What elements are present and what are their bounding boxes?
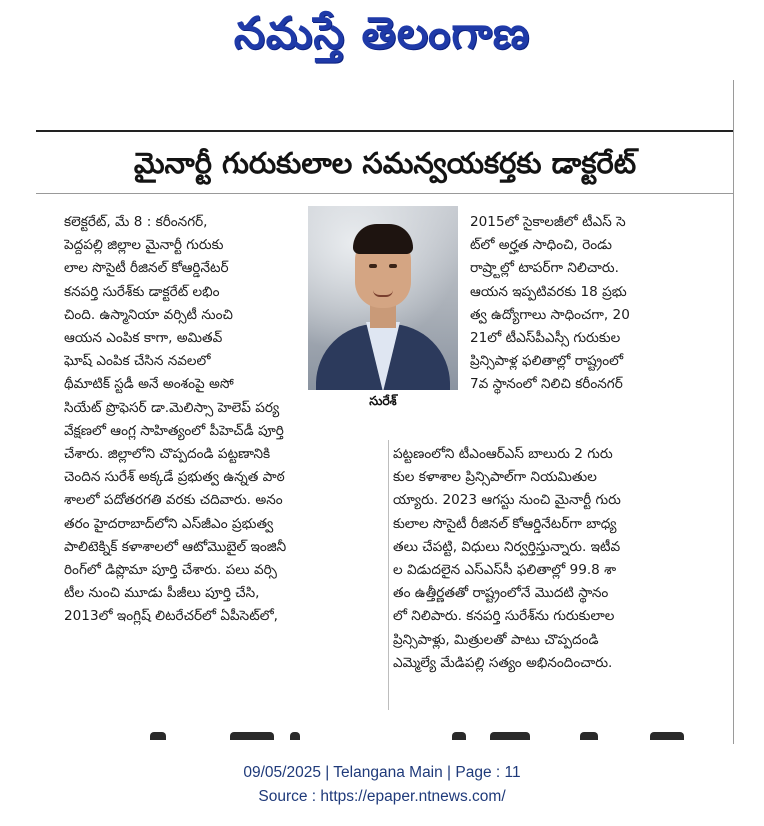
- text-line: రాష్ర్టాల్లో టాపర్‌గా నిలిచారు.: [470, 260, 619, 277]
- text-line: లాల సొసైటీ రీజినల్ కోఆర్డినేటర్: [64, 260, 229, 277]
- text-line: థీమాటిక్ స్టడీ అనే అంశంపై అసో: [64, 376, 234, 393]
- text-line: 2013లో ఇంగ్లిష్ లిటరేచర్‌లో ఏపీసెట్‌లో,: [64, 608, 278, 625]
- text-line: కలెక్టరేట్, మే 8 : కరీంనగర్,: [64, 214, 208, 230]
- text-line: 21లో టీఎస్‌పీఎస్సీ గురుకుల: [470, 329, 621, 346]
- text-line: 2015లో సైకాలజీలో టీఎస్ సె: [470, 214, 626, 230]
- next-article-fragment: [40, 724, 730, 740]
- text-line: టీల నుంచి మూడు పీజీలు పూర్తి చేసి,: [64, 585, 260, 602]
- text-line: 7వ స్థానంలో నిలిచి కరీంనగర్: [470, 376, 623, 393]
- headline-top-rule: [36, 130, 734, 132]
- column-divider: [388, 440, 389, 710]
- text-line: కుల కళాశాల ప్రిన్సిపాల్‌గా నియమితుల: [393, 469, 597, 486]
- text-line: రింగ్‌లో డిప్లొమా పూర్తి చేశారు. పలు వర్సి: [64, 561, 277, 578]
- text-line: ప్రిన్సిపాళ్లు, మిత్రులతో పాటు చొప్పదండి: [393, 631, 599, 648]
- masthead-title: నమస్తే తెలంగాణ: [233, 8, 531, 59]
- text-line: శాలలో పదోతరగతి వరకు చదివారు. అనం: [64, 492, 283, 509]
- text-line: ల విడుదలైన ఎస్ఎస్‌సీ ఫలితాల్లో 99.8 శా: [393, 561, 617, 578]
- text-line: ఎమ్మెల్యే మేడిపల్లి సత్యం అభినందించారు.: [393, 654, 613, 671]
- article-column-right-bottom: [393, 443, 693, 675]
- article-headline: మైనార్టీ గురుకులాల సమన్వయకర్తకు డాక్టరేట్: [133, 146, 637, 180]
- article-column-left-top: [64, 211, 308, 443]
- text-line: ఆయన ఇప్పటివరకు 18 ప్రభు: [470, 283, 627, 300]
- text-line: ఘోష్ ఎంపిక చేసిన నవలలో: [64, 353, 211, 370]
- text-line: పట్టణంలోని టీఎంఆర్‌ఎస్ బాలురు 2 గురు: [393, 446, 613, 462]
- masthead-logo: [170, 6, 594, 72]
- page-right-border: [733, 80, 734, 744]
- text-line: పెద్దపల్లి జిల్లాల మైనార్టీ గురుకు: [64, 237, 224, 254]
- text-line: వేక్షణలో ఆంగ్ల సాహిత్యంలో పీహెచ్‌డీ పూర్తి: [64, 422, 284, 439]
- text-line: ట్‌లో అర్హత సాధించి, రెండు: [470, 237, 612, 254]
- text-line: తలు చేపట్టి, విధులు నిర్వర్తిస్తున్నారు. ఇటీవ: [393, 538, 621, 555]
- article-column-right-top: [470, 211, 694, 397]
- text-line: చింది. ఉస్మానియా వర్సిటీ నుంచి: [64, 306, 233, 323]
- text-line: లో నిలిపారు. కనపర్తి సురేశ్‌ను గురుకులాల: [393, 608, 615, 625]
- article-column-left-bottom: [64, 443, 384, 629]
- text-line: య్యారు. 2023 ఆగస్టు నుంచి మైనార్టీ గురు: [393, 492, 621, 509]
- text-line: తం ఉత్తీర్ణతతో రాష్ట్రంలోనే మొదటి స్థానం: [393, 585, 609, 602]
- text-line: చెందిన సురేశ్ అక్కడే ప్రభుత్వ ఉన్నత పాఠ: [64, 469, 285, 486]
- text-line: తరం హైదరాబాద్‌లోని ఎస్‌జీఎం ప్రభుత్వ: [64, 515, 274, 532]
- text-line: ఆయన ఎంపిక కాగా, అమితవ్: [64, 329, 223, 346]
- headline-bottom-rule: [36, 193, 734, 194]
- author-photo: [308, 206, 458, 390]
- text-line: త్వ ఉద్యోగాలు సాధించగా, 20: [470, 306, 630, 323]
- text-line: ప్రిన్సిపాళ్ల ఫలితాల్లో రాష్ట్రంలో: [470, 353, 624, 370]
- footer-date-line: 09/05/2025 | Telangana Main | Page : 11: [243, 764, 521, 781]
- text-line: చేశారు. జిల్లాలోని చొప్పదండి పట్టణానికి: [64, 446, 271, 462]
- text-line: కనపర్తి సురేశ్‌కు డాక్టరేట్ లభిం: [64, 283, 220, 300]
- photo-caption: సురేశ్: [369, 393, 397, 408]
- footer-source-line: Source : https://epaper.ntnews.com/: [258, 788, 506, 805]
- text-line: పాలిటెక్నిక్ కళాశాలలో ఆటోమొబైల్ ఇంజినీ: [64, 538, 287, 555]
- text-line: కులాల సొసైటీ రీజినల్ కోఆర్డినేటర్‌గా బాధ్య: [393, 515, 617, 532]
- text-line: సియేట్ ప్రొఫెసర్ డా.మెలిస్సా హెలెప్ పర్య: [64, 399, 280, 416]
